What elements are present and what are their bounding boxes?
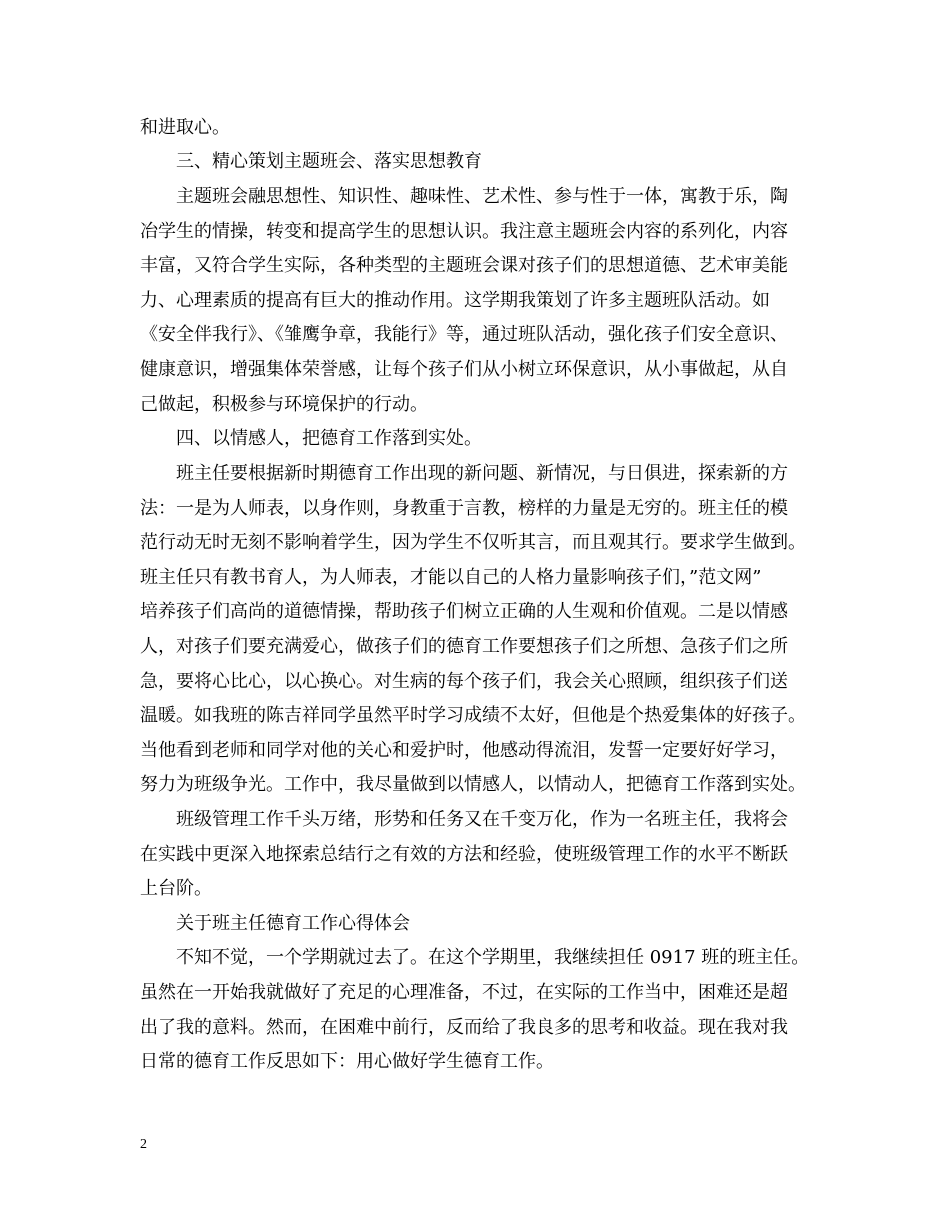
page-number: 2 xyxy=(140,1137,147,1152)
text-line: 不知不觉，一个学期就过去了。在这个学期里，我继续担任 0917 班的班主任。 xyxy=(140,947,810,968)
section-heading: 关于班主任德育工作心得体会 xyxy=(140,913,410,934)
text-line: 主题班会融思想性、知识性、趣味性、艺术性、参与性于一体，寓教于乐，陶 xyxy=(140,186,788,207)
text-line: 在实践中更深入地探索总结行之有效的方法和经验，使班级管理工作的水平不断跃 xyxy=(140,844,788,865)
text-line: 出了我的意料。然而，在困难中前行，反而给了我良多的思考和收益。现在我对我 xyxy=(140,1017,788,1038)
text-line: 和进取心。 xyxy=(140,117,230,138)
text-line: 日常的德育工作反思如下：用心做好学生德育工作。 xyxy=(140,1051,554,1072)
text-line: 丰富，又符合学生实际，各种类型的主题班会课对孩子们的思想道德、艺术审美能 xyxy=(140,255,788,276)
text-line: 班主任只有教书育人，为人师表，才能以自己的人格力量影响孩子们，”范文网” xyxy=(140,567,762,588)
text-line: 班级管理工作千头万绪，形势和任务又在千变万化，作为一名班主任，我将会 xyxy=(140,809,788,830)
text-line: 人，对孩子们要充满爱心，做孩子们的德育工作要想孩子们之所想、急孩子们之所 xyxy=(140,636,788,657)
text-line: 努力为班级争光。工作中，我尽量做到以情感人，以情动人，把德育工作落到实处。 xyxy=(140,774,806,795)
text-line: 急，要将心比心，以心换心。对生病的每个孩子们，我会关心照顾，组织孩子们送 xyxy=(140,671,788,692)
text-line: 当他看到老师和同学对他的关心和爱护时，他感动得流泪，发誓一定要好好学习， xyxy=(140,740,788,761)
text-line: 健康意识，增强集体荣誉感，让每个孩子们从小树立环保意识，从小事做起，从自 xyxy=(140,359,788,380)
text-line: 范行动无时无刻不影响着学生，因为学生不仅听其言，而且观其行。要求学生做到。 xyxy=(140,532,806,553)
section-heading: 三、精心策划主题班会、落实思想教育 xyxy=(140,151,482,172)
text-line: 虽然在一开始我就做好了充足的心理准备，不过，在实际的工作当中，困难还是超 xyxy=(140,982,788,1003)
text-line: 己做起，积极参与环境保护的行动。 xyxy=(140,394,428,415)
text-line: 法：一是为人师表，以身作则，身教重于言教，榜样的力量是无穷的。班主任的模 xyxy=(140,498,788,519)
text-line: 《安全伴我行》、《雏鹰争章，我能行》等，通过班队活动，强化孩子们安全意识、 xyxy=(140,324,788,345)
text-line: 冶学生的情操，转变和提高学生的思想认识。我注意主题班会内容的系列化，内容 xyxy=(140,221,788,242)
section-heading: 四、以情感人，把德育工作落到实处。 xyxy=(140,428,482,449)
text-line: 温暖。如我班的陈吉祥同学虽然平时学习成绩不太好，但他是个热爱集体的好孩子。 xyxy=(140,705,806,726)
text-line: 班主任要根据新时期德育工作出现的新问题、新情况，与日俱进，探索新的方 xyxy=(140,463,788,484)
text-line: 上台阶。 xyxy=(140,878,212,899)
text-line: 培养孩子们高尚的道德情操，帮助孩子们树立正确的人生观和价值观。二是以情感 xyxy=(140,601,788,622)
text-line: 力、心理素质的提高有巨大的推动作用。这学期我策划了许多主题班队活动。如 xyxy=(140,290,770,311)
